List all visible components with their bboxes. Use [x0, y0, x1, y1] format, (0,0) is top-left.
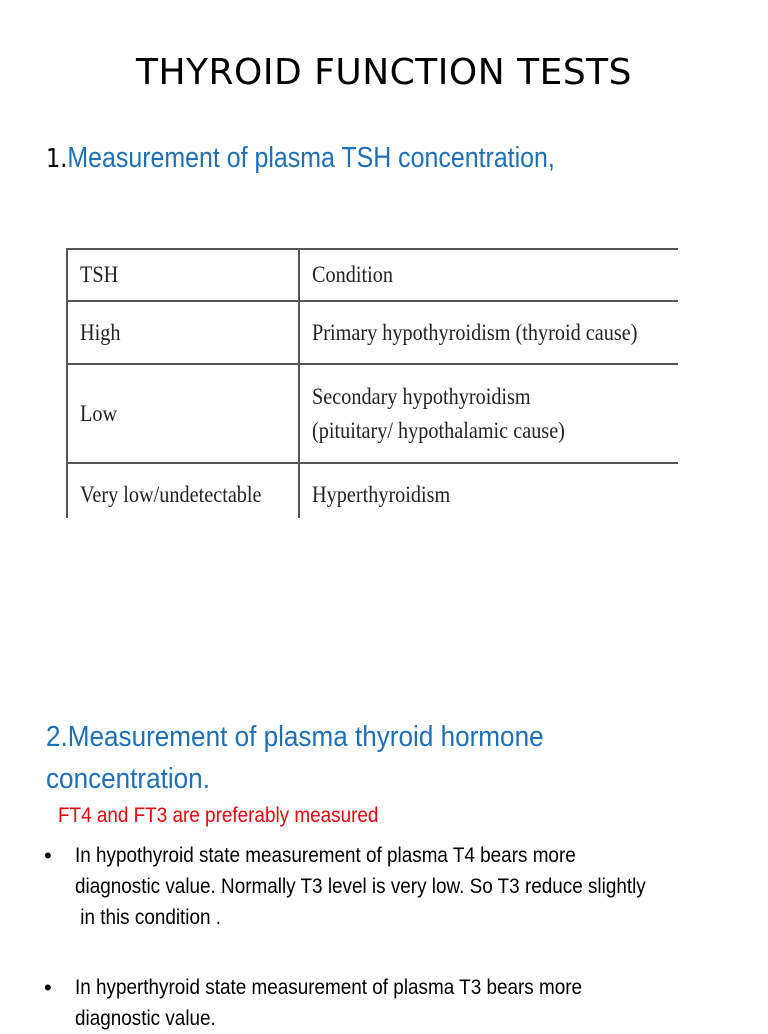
bullet-line: diagnostic value. Normally T3 level is very low. So T3 reduce slightly — [75, 875, 646, 898]
tsh-cell: Low — [67, 364, 299, 463]
bullet-line: diagnostic value. — [75, 1007, 216, 1030]
header-cell-tsh: TSH — [67, 249, 299, 301]
section-1-heading — [46, 142, 555, 175]
tsh-cell: Very low/undetectable — [67, 463, 299, 518]
section-1-number: 1. — [46, 144, 68, 174]
condition-cell: Primary hypothyroidism (thyroid cause) — [299, 301, 678, 364]
bullet-line: In hypothyroid state measurement of plasma T4 bears more — [75, 844, 576, 867]
preferred-measurement-note: FT4 and FT3 are preferably measured — [58, 804, 379, 827]
section-2-line-1: 2.Measurement of plasma thyroid hormone — [46, 721, 544, 753]
section-1-text: Measurement of plasma TSH concentration, — [67, 142, 555, 174]
section-2-heading — [46, 716, 726, 800]
condition-cell: Hyperthyroidism — [299, 463, 678, 518]
header-cell-condition: Condition — [299, 249, 678, 301]
bullet-line: In hyperthyroid state measurement of plasma T3 bears more — [75, 976, 583, 999]
bullet-icon: • — [44, 843, 52, 868]
tsh-cell: High — [67, 301, 299, 364]
bullet-line: in this condition . — [75, 906, 222, 929]
table-header-row — [67, 249, 678, 301]
table-row — [67, 301, 678, 364]
page-title: THYROID FUNCTION TESTS — [135, 52, 633, 93]
tsh-table-image — [66, 248, 678, 518]
table-row — [67, 364, 678, 463]
tsh-condition-table — [66, 248, 678, 518]
bullet-icon: • — [44, 975, 52, 1000]
section-2-line-2: concentration. — [46, 763, 210, 795]
table-row — [67, 463, 678, 518]
condition-cell: Secondary hypothyroidism (pituitary/ hypothalamic cause) — [299, 364, 678, 463]
